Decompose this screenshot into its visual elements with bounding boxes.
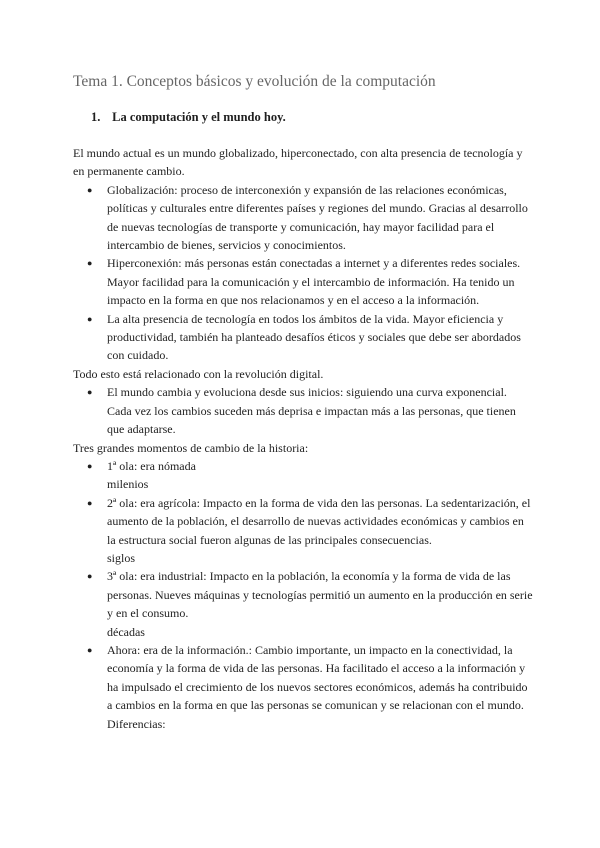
list-item bbox=[107, 641, 533, 733]
list-item: ● El mundo cambia y evoluciona desde sus inicios: siguiendo una curva exponencial. Cada vez los cambios suceden más deprisa e impactan más a las personas, que tienen que adaptarse. bbox=[107, 383, 533, 438]
digital-revolution-paragraph: Todo esto está relacionado con la revolución digital. bbox=[73, 366, 324, 381]
document-page bbox=[73, 72, 533, 733]
section-heading bbox=[91, 108, 533, 126]
list-item: ● Globalización: proceso de interconexión y expansión de las relaciones económicas, políticas y culturales entre diferentes países y regiones del mundo. Gracias al desarrollo de nuevas tecnologías de transporte y comunicación, hay mayor facilidad para el intercambio de bienes, servicios y conocimientos. bbox=[107, 181, 533, 255]
section-label: La computación y el mundo hoy. bbox=[112, 110, 286, 124]
wave-timescale: milenios bbox=[107, 477, 149, 492]
list-item bbox=[107, 567, 533, 641]
section-number: 1. bbox=[91, 110, 101, 124]
wave-text: Ahora: era de la información.: Cambio importante, un impacto en la conectividad, la economía y la forma de vida de las personas. Ha facilitado el acceso a la información y ha impulsado el crecimiento de los nuevos sectores económicos, además ha contribuido a cambios en la forma en que las personas se comunican y se relacionan con el mundo. bbox=[107, 642, 528, 713]
document-title: Tema 1. Conceptos básicos y evolución de la computación bbox=[73, 73, 436, 90]
bullet-list-context bbox=[73, 181, 533, 365]
wave-timescale: décadas bbox=[107, 624, 145, 639]
intro-paragraph: El mundo actual es un mundo globalizado, hiperconectado, con alta presencia de tecnología y en permanente cambio. bbox=[73, 146, 523, 179]
list-item: ● Hiperconexión: más personas están conectadas a internet y a diferentes redes sociales. Mayor facilidad para la comunicación y el intercambio de información. Ha tenido un impacto en la forma en que nos relacionamos y en el acceso a la información. bbox=[107, 254, 533, 309]
wave-text: 3ª ola: era industrial: Impacto en la población, la economía y la forma de vida de las personas. Nueves máquinas y tecnologías permitió un aumento en la producción en serie y en el consumo. bbox=[107, 569, 533, 621]
wave-timescale: siglos bbox=[107, 550, 136, 565]
history-intro-paragraph: Tres grandes momentos de cambio de la historia: bbox=[73, 440, 309, 455]
wave-timescale: Diferencias: bbox=[107, 716, 166, 731]
wave-text: 2ª ola: era agrícola: Impacto en la forma de vida den las personas. La sedentarización, el aumento de la población, el desarrollo de nuevas actividades económicas y cambios en la estructura social fueron algunas de las principales consecuencias. bbox=[107, 495, 531, 547]
wave-text: 1ª ola: era nómada bbox=[107, 458, 196, 473]
list-item bbox=[107, 494, 533, 568]
list-item bbox=[107, 457, 533, 494]
list-item: ● La alta presencia de tecnología en todos los ámbitos de la vida. Mayor eficiencia y productividad, también ha planteado desafíos éticos y sociales que debe ser abordados con cuidado. bbox=[107, 310, 533, 365]
bullet-list-change bbox=[73, 383, 533, 438]
bullet-list-waves bbox=[73, 457, 533, 733]
